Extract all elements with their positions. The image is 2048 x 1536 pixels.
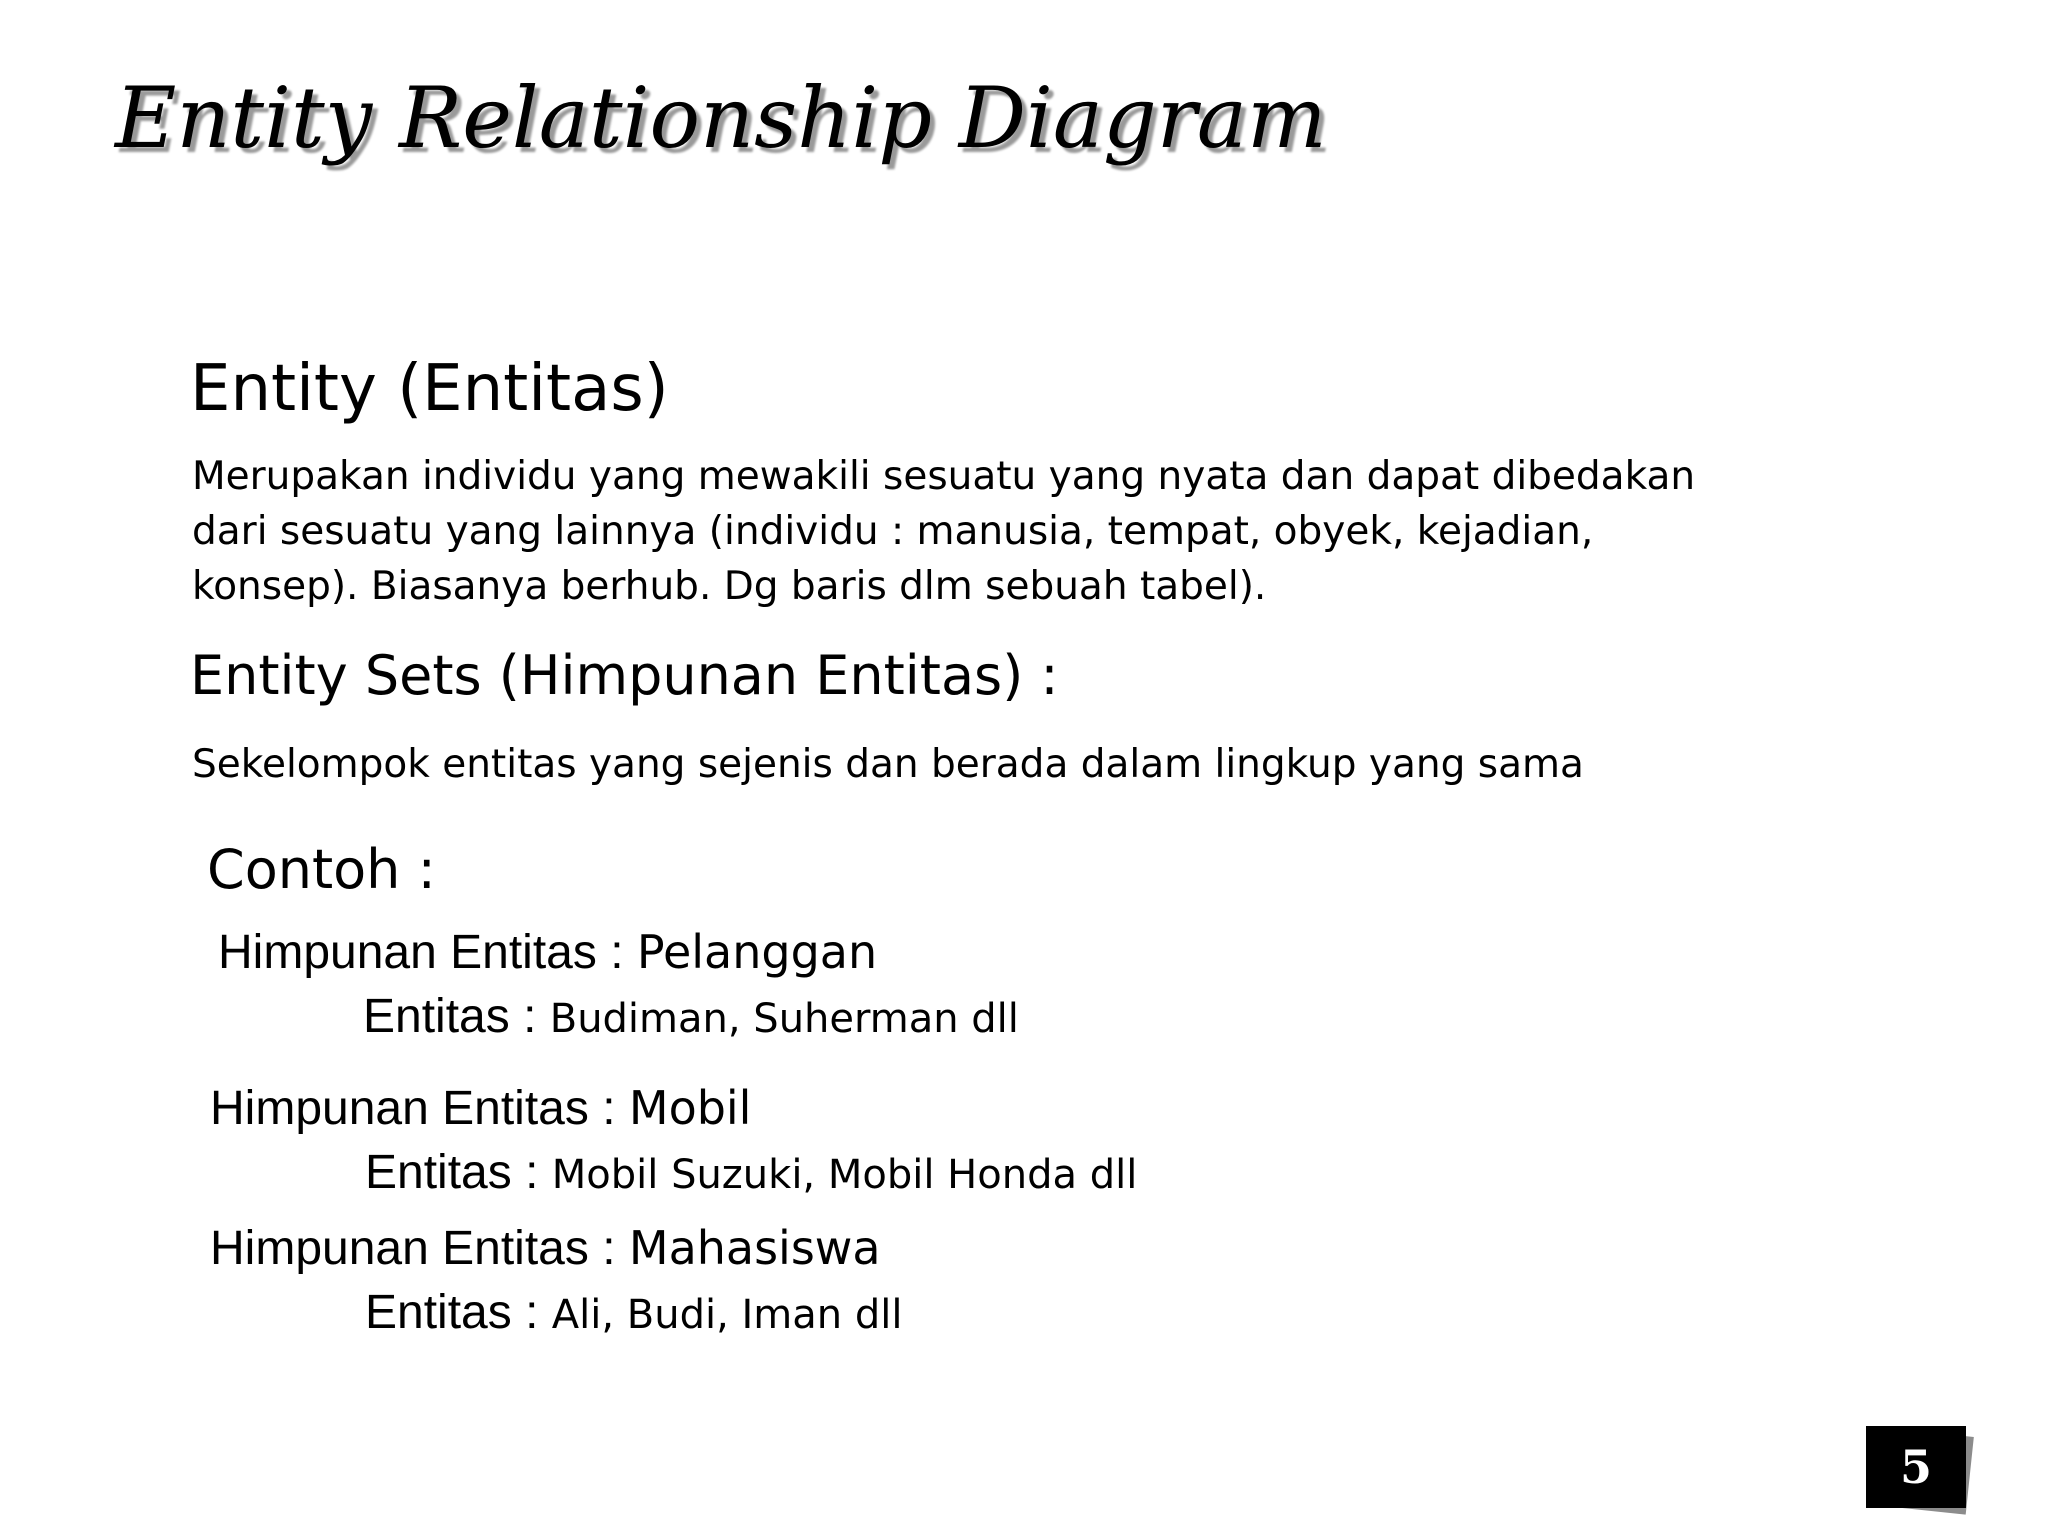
entity-label: Entitas : (365, 1146, 552, 1199)
example-entity-row (365, 1284, 902, 1340)
entity-label: Entitas : (363, 990, 550, 1043)
entity-value: Ali, Budi, Iman dll (551, 1292, 903, 1338)
page-number-badge (1866, 1426, 1974, 1516)
set-value: Mobil (628, 1081, 752, 1135)
example-entity-row (365, 1144, 1137, 1200)
example-set-row (210, 1220, 881, 1276)
entity-value: Budiman, Suherman dll (549, 996, 1019, 1042)
entity-value: Mobil Suzuki, Mobil Honda dll (551, 1152, 1138, 1198)
definition-line: Merupakan individu yang mewakili sesuatu yang nyata dan dapat dibedakan (192, 454, 1696, 499)
example-set-row (210, 1080, 751, 1136)
entity-definition (192, 449, 1852, 614)
set-value: Mahasiswa (628, 1221, 881, 1275)
entity-sets-heading: Entity Sets (Himpunan Entitas) : (190, 644, 1059, 707)
set-label: Himpunan Entitas : (218, 926, 637, 979)
entity-label: Entitas : (365, 1286, 552, 1339)
set-label: Himpunan Entitas : (210, 1222, 629, 1275)
page-number: 5 (1866, 1426, 1966, 1508)
example-heading: Contoh : (207, 838, 436, 901)
entity-sets-description: Sekelompok entitas yang sejenis dan berada dalam lingkup yang sama (192, 742, 1584, 787)
definition-line: konsep). Biasanya berhub. Dg baris dlm sebuah tabel). (192, 564, 1267, 609)
example-entity-row (363, 988, 1019, 1044)
entity-heading: Entity (Entitas) (190, 352, 669, 426)
set-label: Himpunan Entitas : (210, 1082, 629, 1135)
set-value: Pelanggan (636, 925, 878, 979)
example-set-row (218, 924, 877, 980)
definition-line: dari sesuatu yang lainnya (individu : manusia, tempat, obyek, kejadian, (192, 509, 1594, 554)
slide-title: Entity Relationship Diagram (115, 69, 1327, 167)
